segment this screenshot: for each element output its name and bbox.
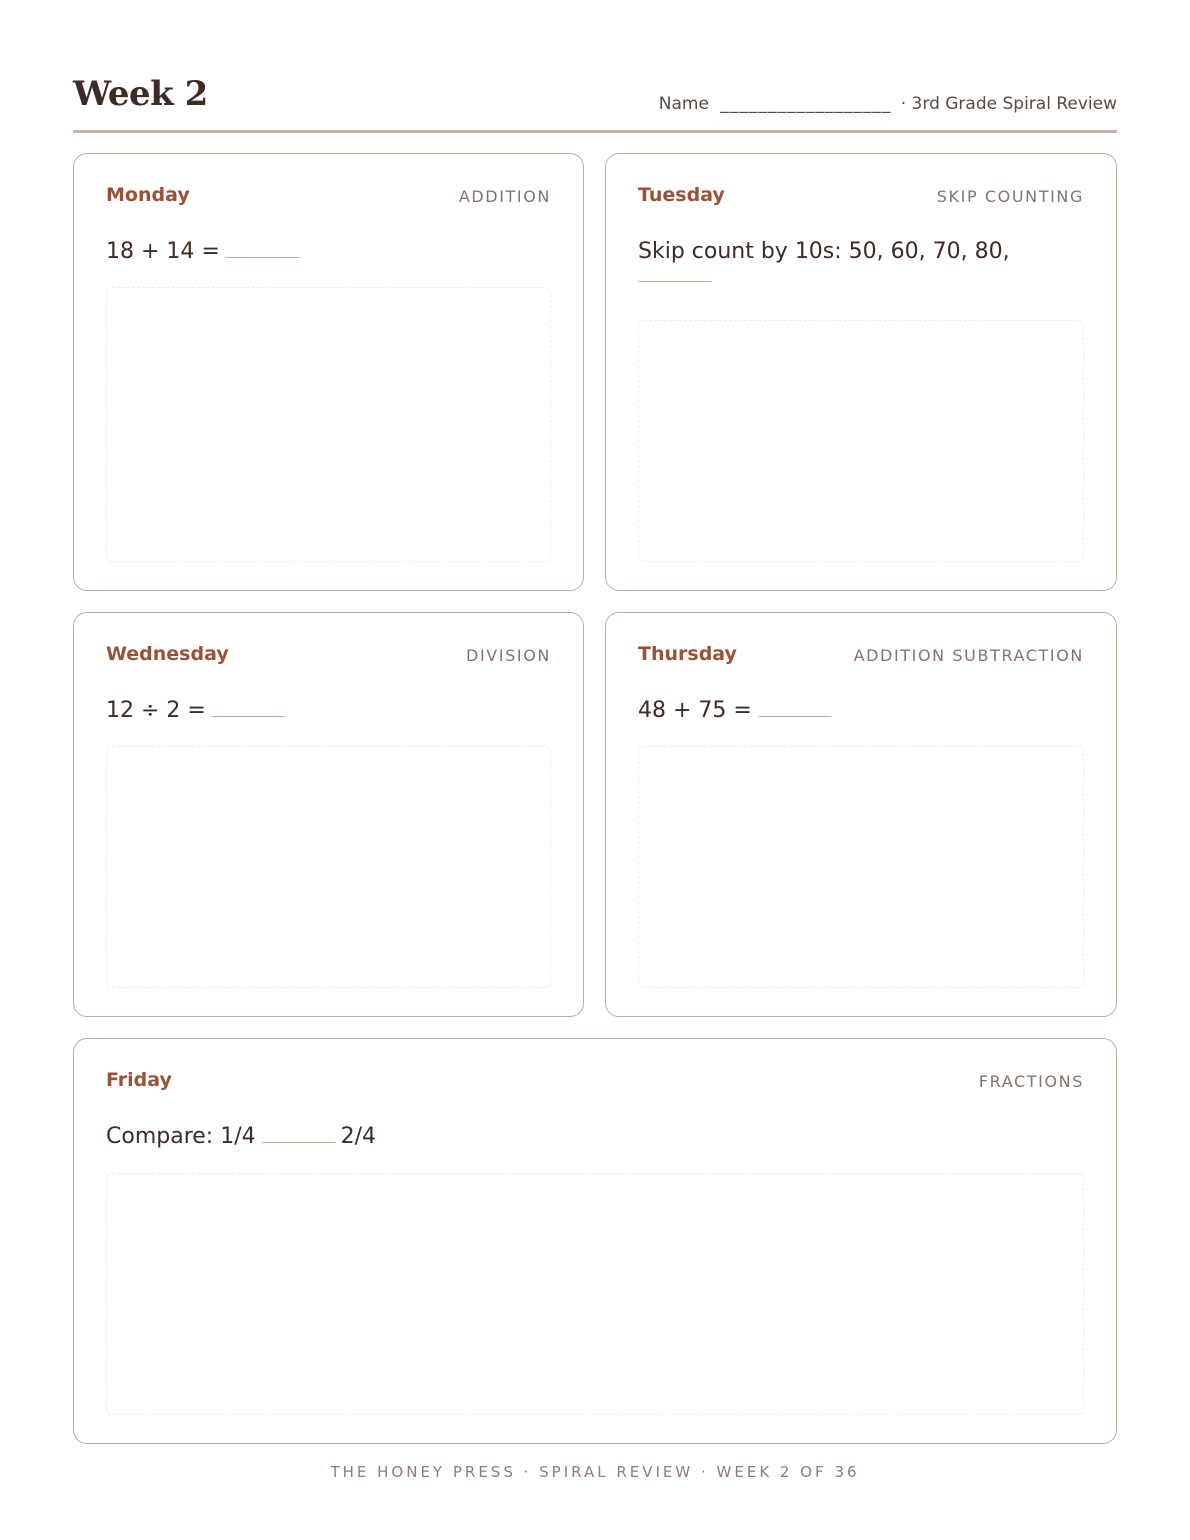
answer-blank[interactable]: [758, 715, 831, 717]
day-label: Thursday: [638, 643, 737, 665]
answer-blank[interactable]: [638, 280, 711, 282]
thursday-card: [605, 612, 1117, 1017]
page-footer: THE HONEY PRESS · SPIRAL REVIEW · WEEK 2 OF 36: [330, 1463, 860, 1481]
work-area[interactable]: [638, 320, 1084, 562]
answer-blank[interactable]: [262, 1141, 335, 1143]
question: [106, 232, 305, 272]
question-text-after: 2/4: [340, 1124, 377, 1149]
day-label: Friday: [106, 1069, 172, 1091]
question: [106, 691, 291, 731]
day-label: Monday: [106, 184, 190, 206]
question: [638, 691, 837, 731]
question-text: 48 + 75 =: [638, 698, 752, 723]
work-area[interactable]: [638, 746, 1084, 988]
monday-card: [73, 153, 584, 591]
topic-label: FRACTIONS: [978, 1072, 1084, 1091]
page-header: [73, 70, 1117, 133]
answer-blank[interactable]: [226, 256, 299, 258]
work-area[interactable]: [106, 746, 551, 988]
wednesday-card: [73, 612, 584, 1017]
work-area[interactable]: [106, 287, 551, 562]
page-title: Week 2: [73, 74, 208, 114]
topic-label: ADDITION: [458, 187, 551, 206]
friday-card: [73, 1038, 1117, 1444]
name-blank[interactable]: __________________: [720, 94, 892, 114]
question-text: 18 + 14 =: [106, 239, 220, 264]
question-text-before: Compare: 1/4: [106, 1124, 256, 1149]
tuesday-card: [605, 153, 1117, 591]
topic-label: DIVISION: [466, 646, 551, 665]
name-label: Name: [658, 94, 709, 114]
question-text: Skip count by 10s: 50, 60, 70, 80,: [638, 239, 1010, 264]
work-area[interactable]: [106, 1173, 1084, 1415]
day-label: Wednesday: [106, 643, 229, 665]
day-label: Tuesday: [638, 184, 725, 206]
answer-blank[interactable]: [212, 715, 285, 717]
name-line: [659, 94, 1117, 114]
question-text: 12 ÷ 2 =: [106, 698, 206, 723]
question: [106, 1117, 376, 1157]
topic-label: SKIP COUNTING: [936, 187, 1084, 206]
topic-label: ADDITION SUBTRACTION: [853, 646, 1084, 665]
worksheet-subtitle: · 3rd Grade Spiral Review: [900, 94, 1117, 114]
question: [638, 232, 1010, 282]
